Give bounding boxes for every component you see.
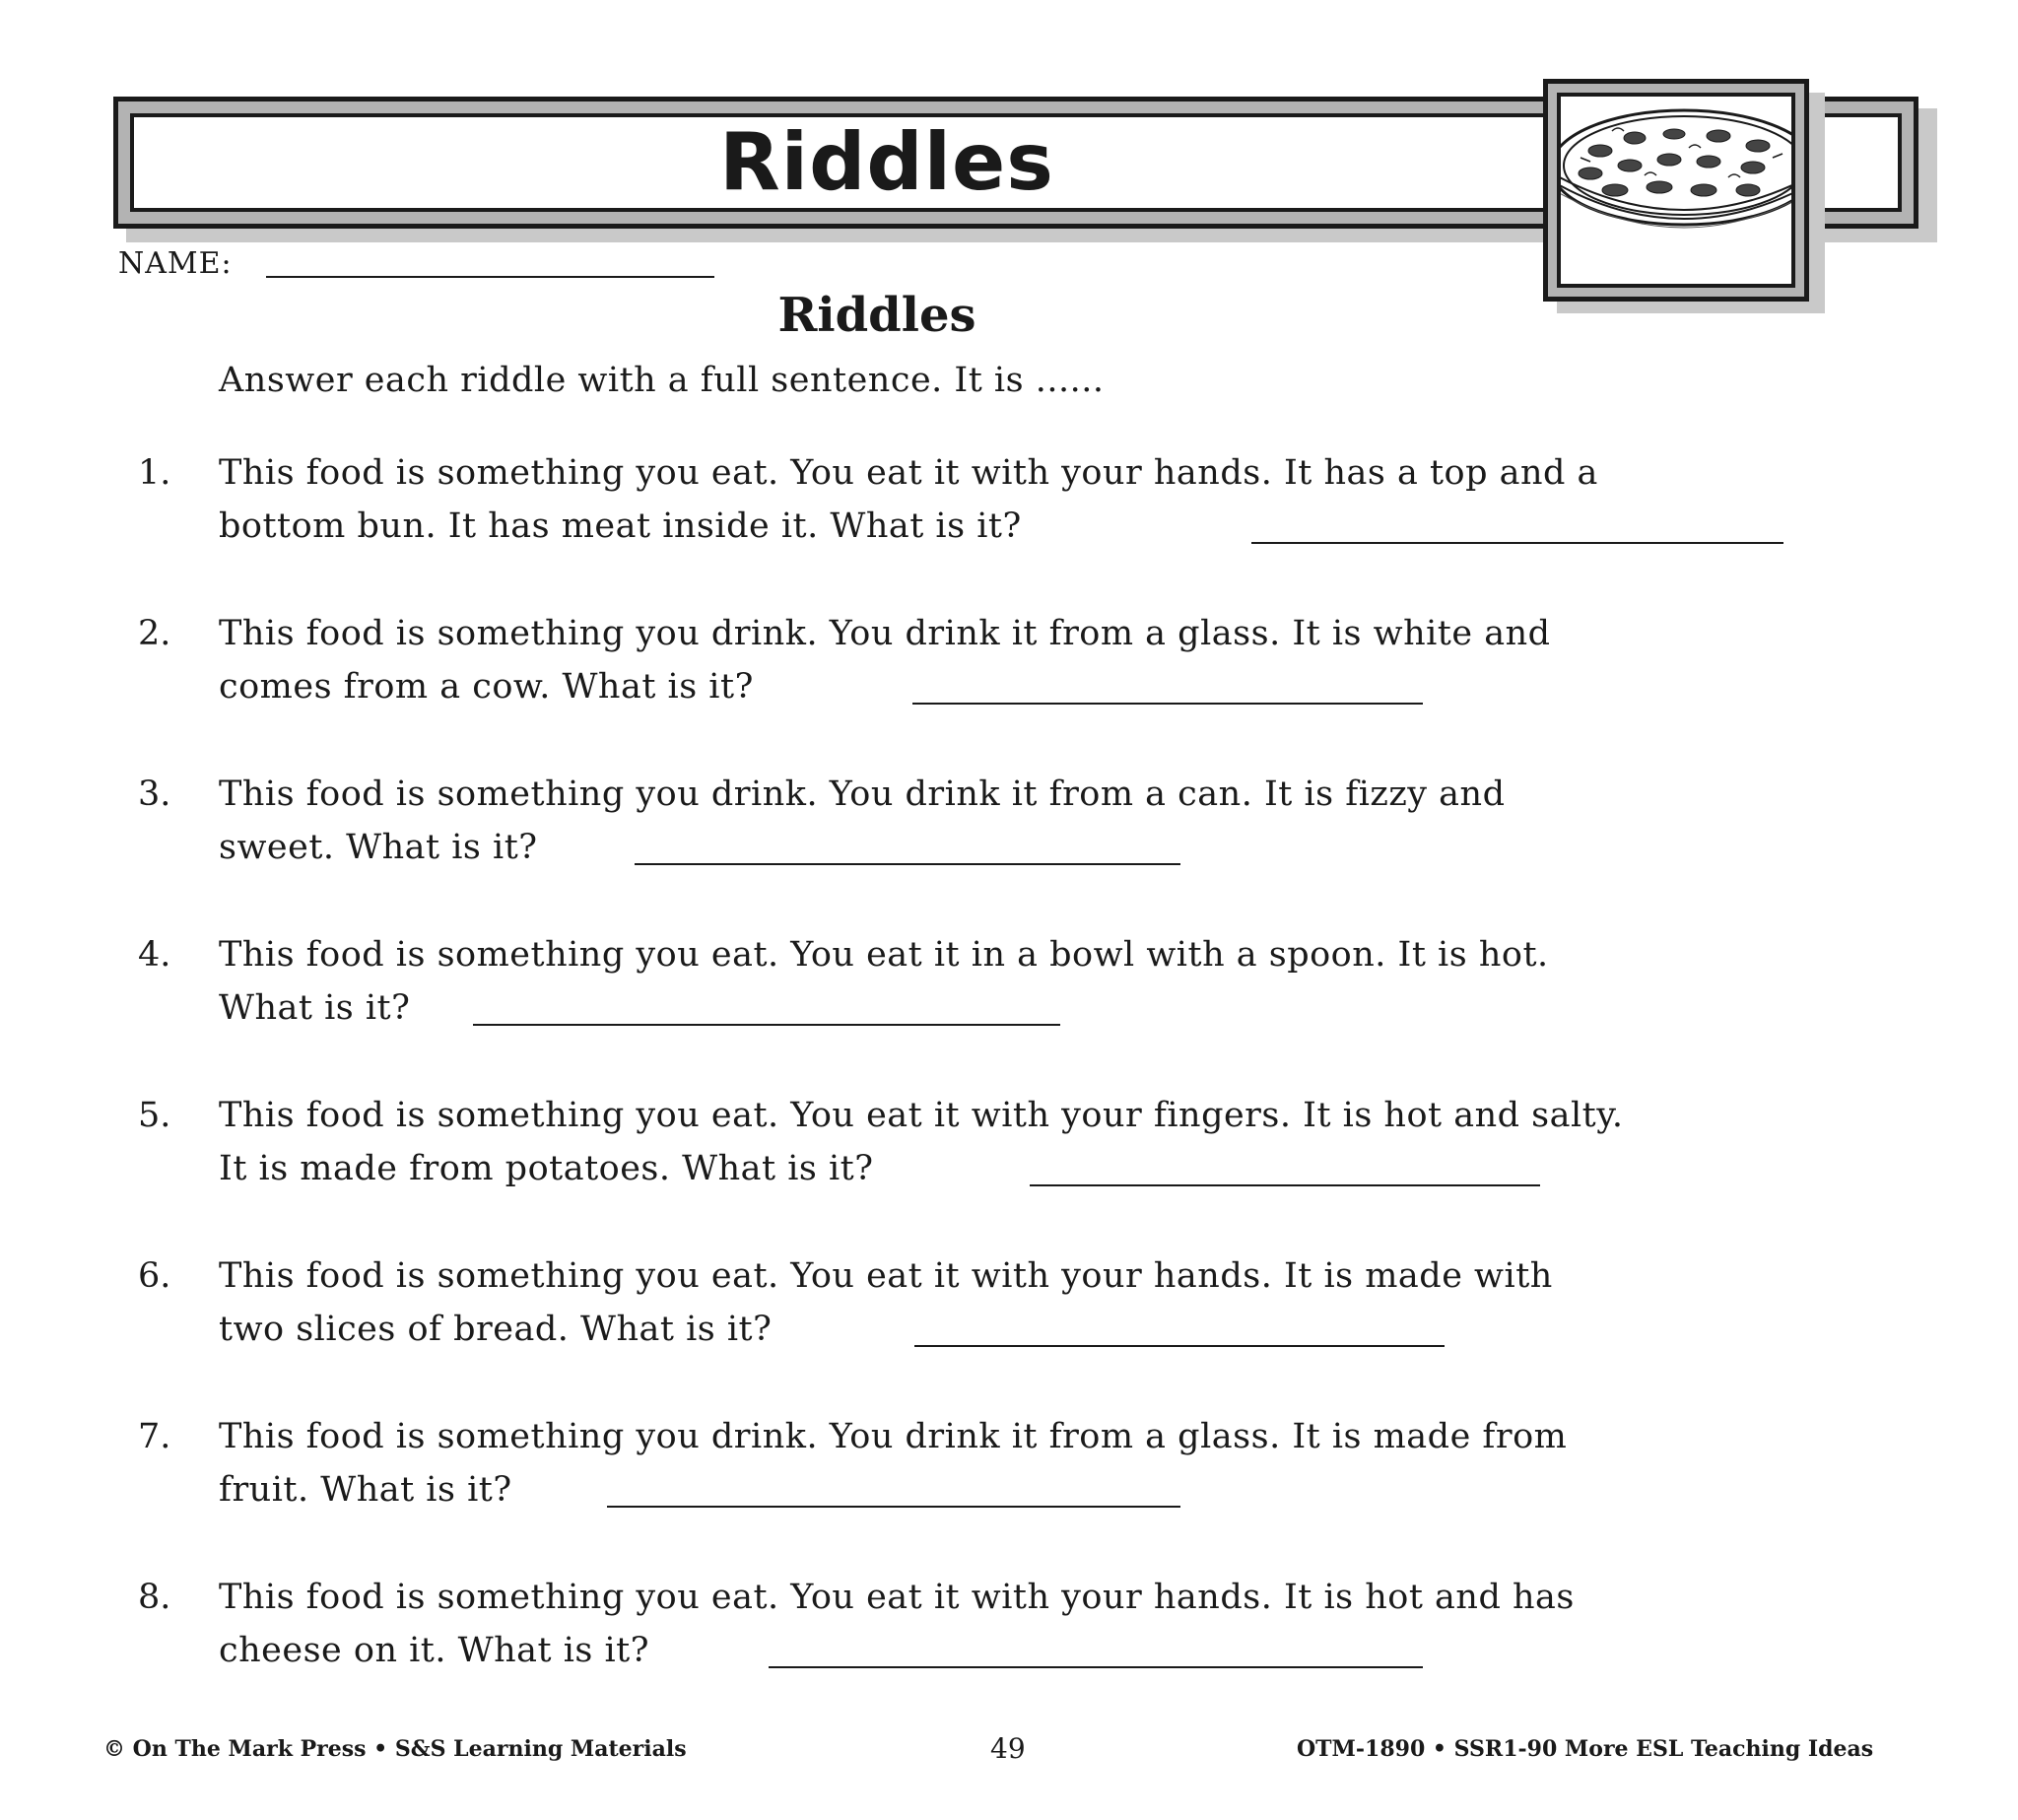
riddle-7: [138, 1417, 1931, 1525]
riddle-text-line1: This food is something you eat. You eat it with your hands. It is made with: [219, 1256, 1553, 1296]
riddle-number: 5.: [138, 1096, 171, 1135]
riddle-text-line2: What is it?: [219, 988, 411, 1028]
answer-line[interactable]: [635, 863, 1180, 865]
riddle-text-line2: two slices of bread. What is it?: [219, 1310, 773, 1349]
page-title: Riddles: [719, 116, 1054, 208]
name-answer-line[interactable]: [266, 276, 714, 278]
riddle-2: [138, 614, 1931, 722]
answer-line[interactable]: [1030, 1184, 1540, 1186]
riddle-text-line2: comes from a cow. What is it?: [219, 667, 754, 707]
riddle-text-line2: bottom bun. It has meat inside it. What is it?: [219, 506, 1022, 546]
page-number: 49: [990, 1732, 1026, 1765]
riddle-text-line2: cheese on it. What is it?: [219, 1631, 649, 1670]
riddle-number: 4.: [138, 935, 171, 975]
riddle-4: [138, 935, 1931, 1044]
riddle-text-line1: This food is something you eat. You eat it with your hands. It is hot and has: [219, 1578, 1575, 1617]
answer-line[interactable]: [914, 1345, 1445, 1347]
riddle-number: 1.: [138, 453, 171, 493]
picture-frame: [1543, 79, 1809, 302]
riddle-number: 8.: [138, 1578, 171, 1617]
worksheet-subtitle: Riddles: [777, 288, 976, 343]
riddle-text-line2: sweet. What is it?: [219, 828, 538, 867]
riddle-text-line1: This food is something you drink. You drink it from a can. It is fizzy and: [219, 775, 1506, 814]
riddle-5: [138, 1096, 1931, 1204]
riddle-text-line2: fruit. What is it?: [219, 1470, 512, 1510]
riddle-number: 3.: [138, 775, 171, 814]
answer-line[interactable]: [607, 1506, 1180, 1508]
riddle-8: [138, 1578, 1931, 1686]
footer-copyright: © On The Mark Press • S&S Learning Materials: [103, 1736, 687, 1762]
riddle-number: 7.: [138, 1417, 171, 1456]
riddle-number: 2.: [138, 614, 171, 653]
riddle-text-line1: This food is something you drink. You drink it from a glass. It is white and: [219, 614, 1551, 653]
riddle-6: [138, 1256, 1931, 1365]
footer-product-code: OTM-1890 • SSR1-90 More ESL Teaching Ideas: [1297, 1736, 1874, 1762]
pizza-illustration: [1557, 93, 1795, 288]
riddle-text-line1: This food is something you eat. You eat it with your hands. It has a top and a: [219, 453, 1598, 493]
answer-line[interactable]: [912, 703, 1423, 705]
name-label: NAME:: [118, 246, 233, 281]
pizza-icon: [1561, 97, 1795, 288]
answer-line[interactable]: [473, 1024, 1060, 1026]
riddle-1: [138, 453, 1931, 562]
instructions-text: Answer each riddle with a full sentence. It is ......: [219, 361, 1105, 400]
riddle-text-line1: This food is something you eat. You eat it in a bowl with a spoon. It is hot.: [219, 935, 1549, 975]
riddle-3: [138, 775, 1931, 883]
riddle-text-line1: This food is something you eat. You eat it with your fingers. It is hot and salty.: [219, 1096, 1624, 1135]
answer-line[interactable]: [1251, 542, 1783, 544]
riddle-number: 6.: [138, 1256, 171, 1296]
riddle-text-line1: This food is something you drink. You drink it from a glass. It is made from: [219, 1417, 1568, 1456]
riddle-text-line2: It is made from potatoes. What is it?: [219, 1149, 874, 1188]
answer-line[interactable]: [769, 1666, 1423, 1668]
